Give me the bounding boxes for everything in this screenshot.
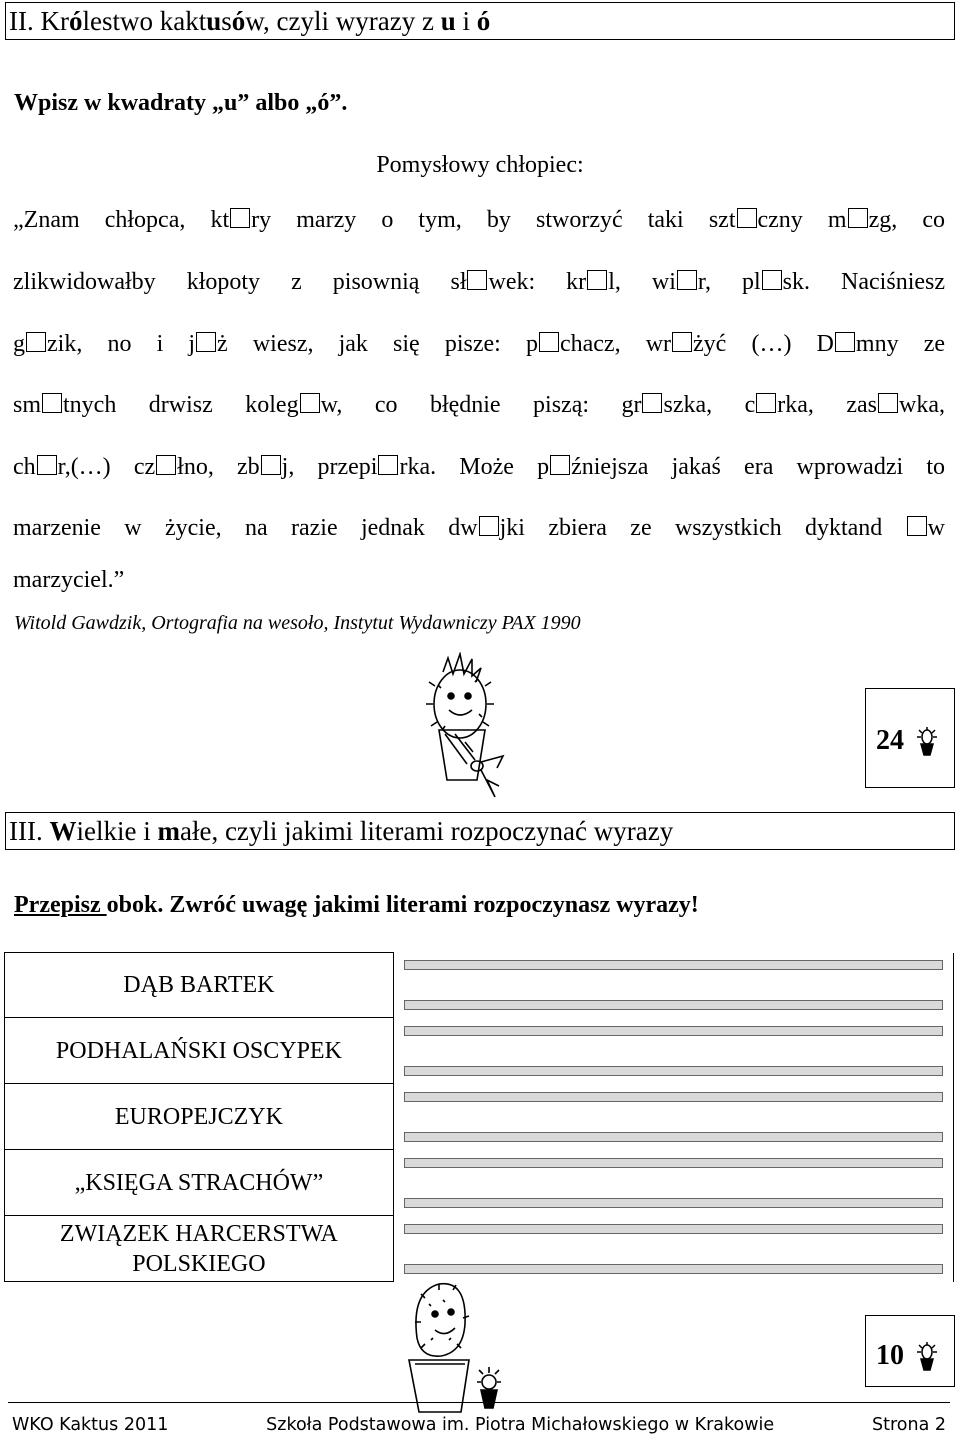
answer-box[interactable] (835, 332, 855, 352)
answer-box[interactable] (156, 455, 176, 475)
answer-box[interactable] (539, 332, 559, 352)
section-2-instruction: Wpisz w kwadraty „u” albo „ó”. (14, 90, 348, 116)
answer-box[interactable] (26, 332, 46, 352)
write-area[interactable] (393, 1150, 953, 1216)
phrase-cell: DĄB BARTEK (5, 953, 394, 1018)
footer-rule (8, 1402, 950, 1403)
score-value: 10 (876, 1340, 904, 1371)
cactus-score-icon (914, 727, 940, 757)
answer-box[interactable] (196, 332, 216, 352)
answer-box[interactable] (37, 455, 57, 475)
answer-box[interactable] (878, 393, 898, 413)
answer-box[interactable] (848, 208, 868, 228)
table-row (5, 1216, 954, 1282)
cactus-illustration (415, 652, 510, 802)
answer-box[interactable] (300, 393, 320, 413)
score-box-section-3 (865, 1315, 955, 1387)
footer-center: Szkoła Podstawowa im. Piotra Michałowskiego w Krakowie (266, 1415, 775, 1435)
passage-line-4: sm tnych drwisz koleg w, co błędnie piszą: gr szka, c rka, zas wka, (13, 392, 945, 418)
answer-box[interactable] (672, 332, 692, 352)
answer-box[interactable] (42, 393, 62, 413)
write-area[interactable] (393, 1084, 953, 1150)
table-row (5, 1018, 954, 1084)
answer-box[interactable] (907, 516, 927, 536)
answer-box[interactable] (467, 270, 487, 290)
table-row (5, 1084, 954, 1150)
section-3-instruction (14, 892, 699, 919)
instruction-underlined: Przepisz (14, 892, 107, 918)
answer-box[interactable] (677, 270, 697, 290)
citation: Witold Gawdzik, Ortografia na wesoło, Instytut Wydawniczy PAX 1990 (14, 612, 581, 634)
passage-line-1: „Znam chłopca, kt ry marzy o tym, by stworzyć taki szt czny m zg, co (13, 207, 946, 233)
phrase-cell: ZWIĄZEK HARCERSTWA POLSKIEGO (5, 1216, 394, 1282)
phrase-cell: PODHALAŃSKI OSCYPEK (5, 1018, 394, 1084)
answer-box[interactable] (230, 208, 250, 228)
passage-line-5: ch r,(…) cz łno, zb j, przepi rka. Może p źniejsza jakaś era wprowadzi to (13, 454, 945, 480)
answer-box[interactable] (378, 455, 398, 475)
table-row (5, 953, 954, 1018)
footer (12, 1415, 946, 1435)
table-row (5, 1150, 954, 1216)
section-3-title: III. Wielkie i małe, czyli jakimi literami rozpoczynać wyrazy (5, 812, 955, 850)
footer-right: Strona 2 (871, 1415, 946, 1435)
score-value: 24 (876, 725, 904, 756)
passage-line-3: g zik, no i j ż wiesz, jak się pisze: p chacz, wr żyć (…) D mny ze (13, 331, 946, 357)
cactus-score-icon (914, 1342, 940, 1372)
answer-box[interactable] (587, 270, 607, 290)
answer-box[interactable] (550, 455, 570, 475)
phrase-cell: EUROPEJCZYK (5, 1084, 394, 1150)
passage-line-2: zlikwidowałby kłopoty z pisownią sł wek: kr l, wi r, pl sk. Naciśniesz (13, 269, 945, 295)
instruction-text: obok. Zwróć uwagę jakimi literami rozpoczynasz wyrazy! (106, 892, 699, 918)
passage-line-6: marzenie w życie, na razie jednak dw jki zbiera ze wszystkich dyktand w (13, 515, 945, 541)
score-box-section-2 (865, 688, 955, 788)
answer-box[interactable] (479, 516, 499, 536)
write-area[interactable] (393, 1216, 953, 1282)
answer-box[interactable] (261, 455, 281, 475)
write-area[interactable] (393, 1018, 953, 1084)
cactus-illustration (395, 1278, 510, 1418)
text-heading: Pomysłowy chłopiec: (376, 152, 584, 178)
write-area[interactable] (393, 953, 953, 1018)
section-2-title: II. Królestwo kaktusów, czyli wyrazy z u i ó (5, 2, 955, 40)
rewrite-table (4, 952, 954, 1282)
passage-line-7: marzyciel.” (13, 567, 125, 593)
answer-box[interactable] (762, 270, 782, 290)
answer-box[interactable] (642, 393, 662, 413)
footer-left: WKO Kaktus 2011 (12, 1415, 169, 1435)
answer-box[interactable] (737, 208, 757, 228)
phrase-cell: „KSIĘGA STRACHÓW” (5, 1150, 394, 1216)
answer-box[interactable] (756, 393, 776, 413)
